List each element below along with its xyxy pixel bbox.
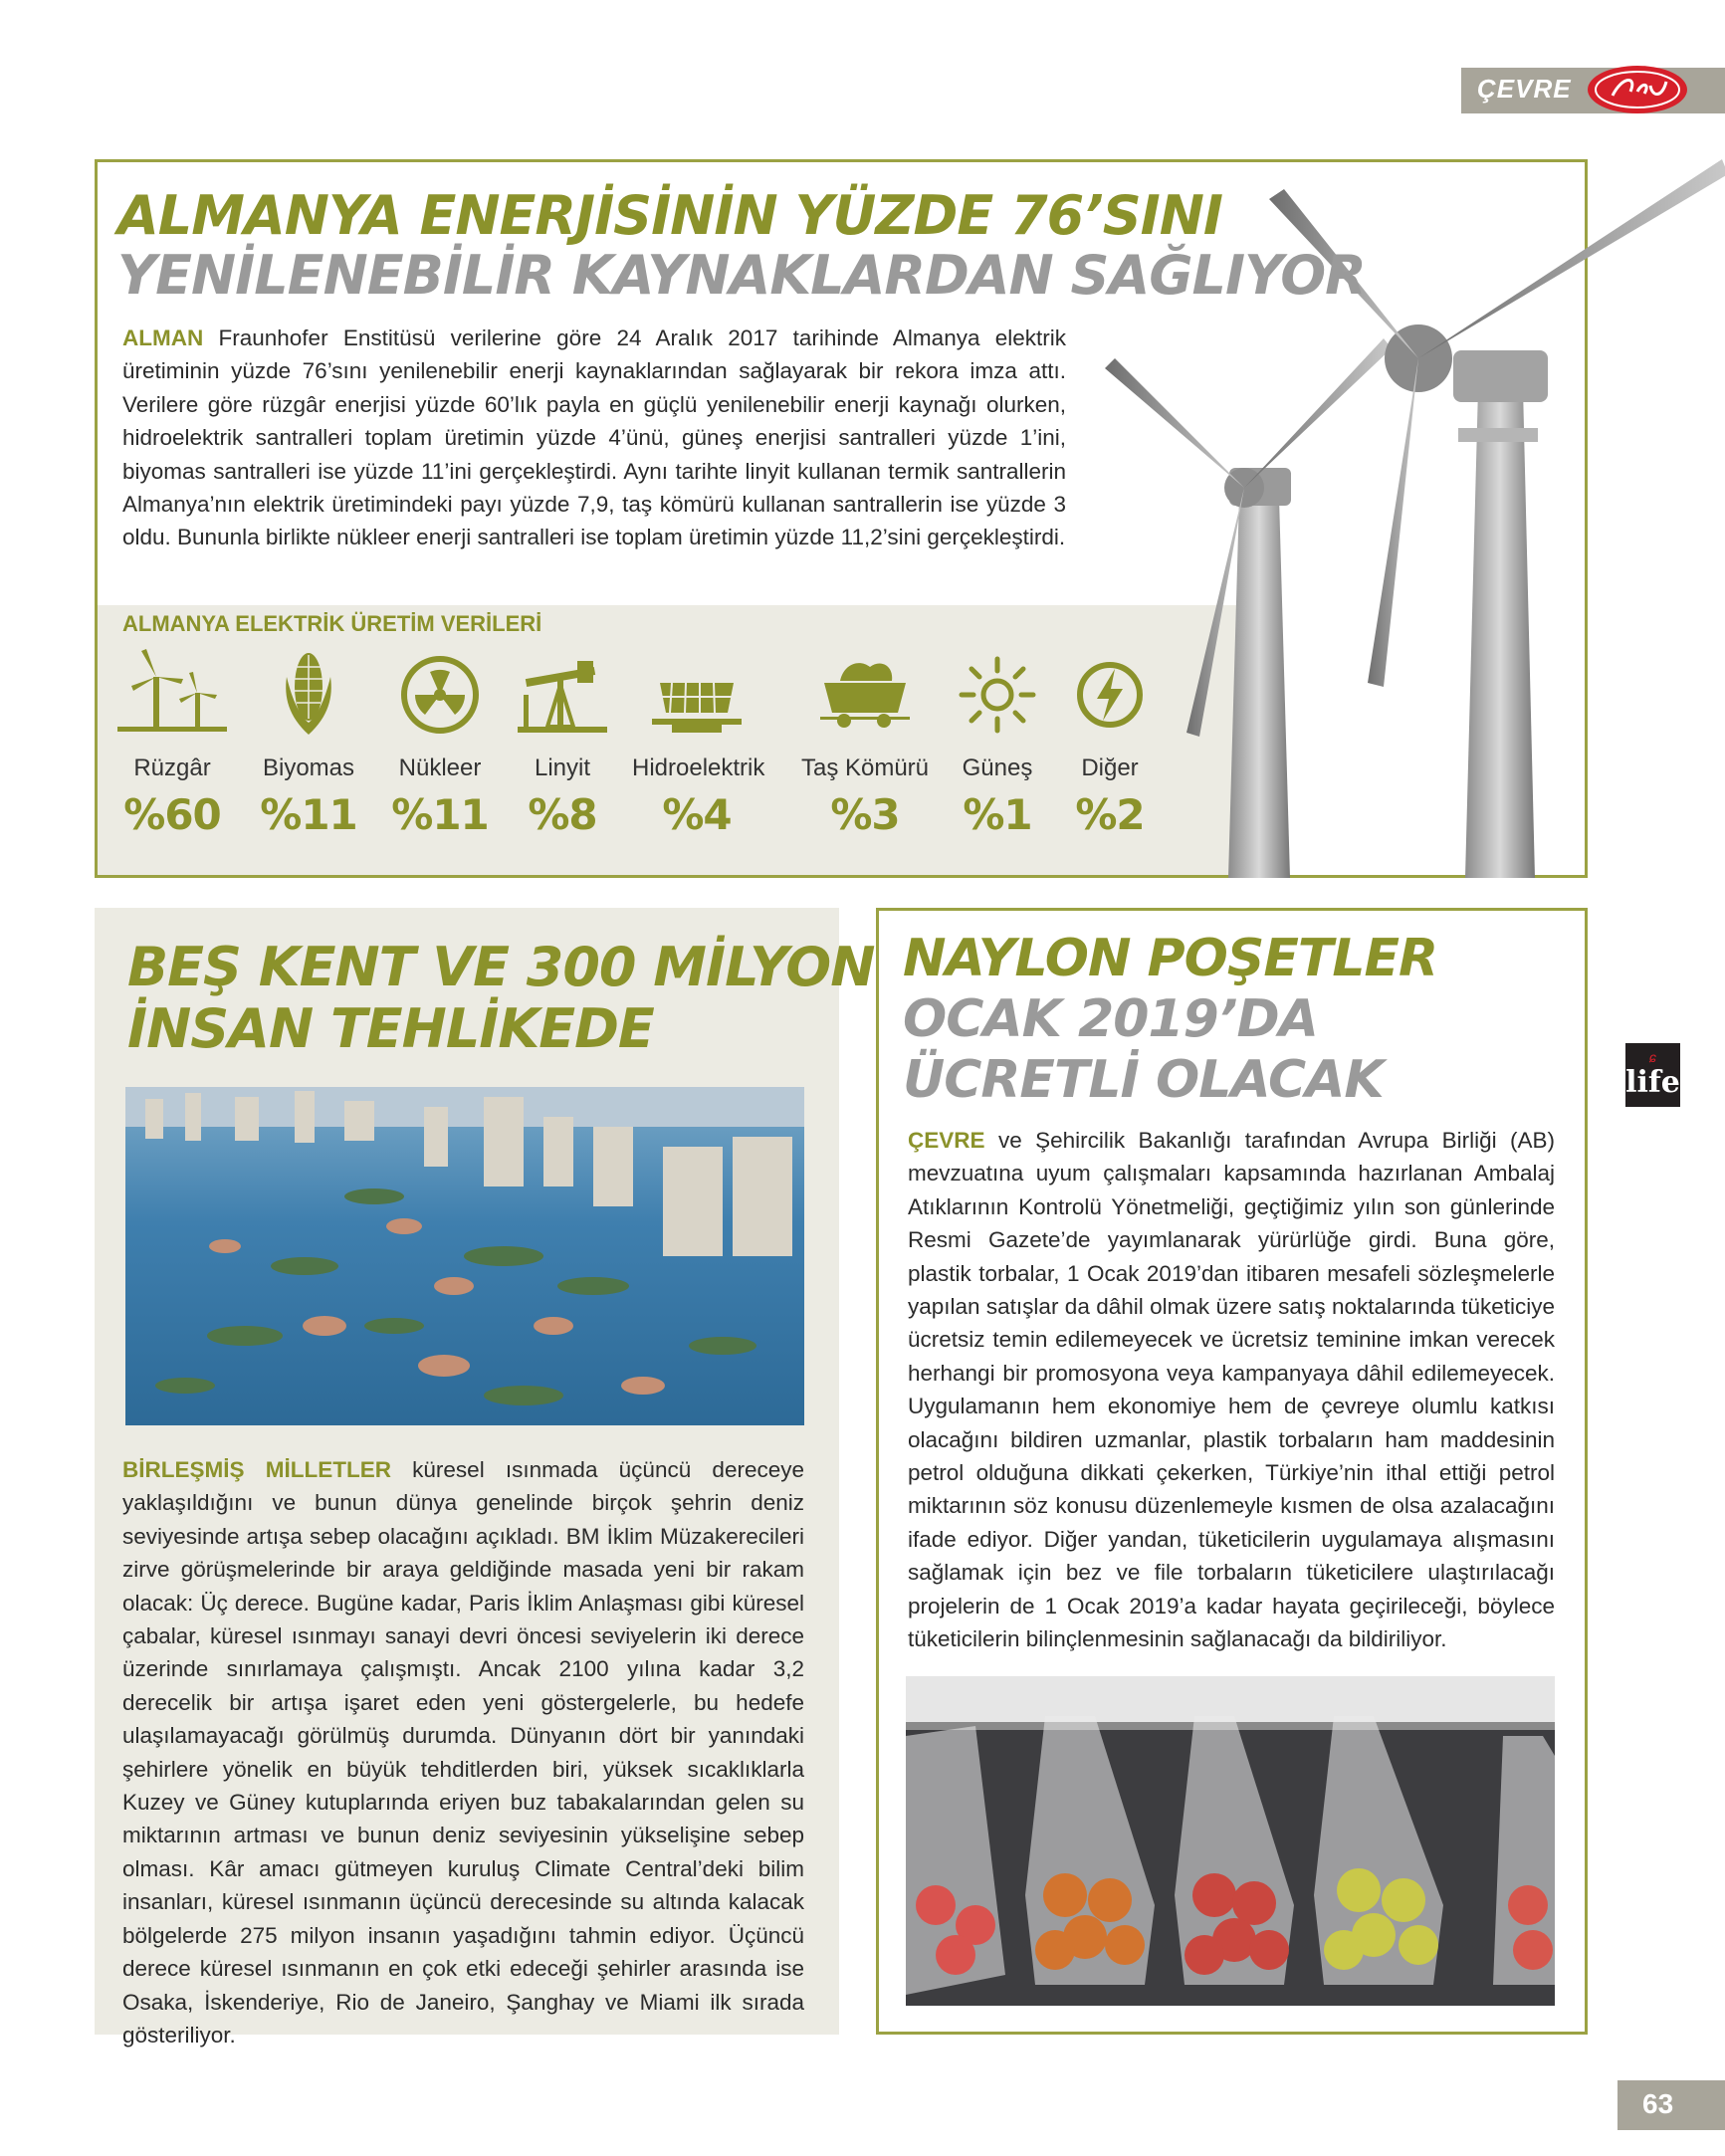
article3-title-line2: OCAK 2019’DA xyxy=(903,989,1318,1049)
stat-value: %60 xyxy=(123,790,221,839)
stat-value: %1 xyxy=(963,790,1032,839)
stat-label: Hidroelektrik xyxy=(632,755,765,781)
magazine-logo xyxy=(1583,62,1692,117)
stat-wind xyxy=(108,647,237,839)
article2-lead: BİRLEŞMİŞ MİLLETLER xyxy=(122,1457,391,1482)
stats-title: ALMANYA ELEKTRİK ÜRETİM VERİLERİ xyxy=(122,611,542,636)
wind-turbine-icon xyxy=(113,647,231,735)
article3-title-line1: NAYLON POŞETLER xyxy=(903,929,1438,988)
lightning-icon xyxy=(1075,655,1145,735)
stat-other xyxy=(1045,647,1175,839)
corn-icon xyxy=(279,647,338,735)
stat-label: Rüzgâr xyxy=(133,755,211,781)
article3-body xyxy=(908,1124,1555,1656)
page-number: 63 xyxy=(1642,2088,1674,2119)
article3-title-line3: ÜCRETLİ OLACAK xyxy=(903,1050,1384,1110)
article1-text: Fraunhofer Enstitüsü verilerine göre 24 Aralık 2017 tarihinde Almanya elektrik üretiminin yüzde 76’sını yenilenebilir enerji kaynaklarından sağlayarak bir rekora imza attı. Verilere göre rüzgâr enerjisi yüzde 60’lık payla en güçlü yenilenebilir enerji kaynağı olurken, hidroelektrik santralleri toplam üretimin yüzde 4’ünü, güneş enerjisi santralleri yüzde 1’ini, biyomas santralleri ise yüzde 11’ini gerçekleştirdi. Aynı tarihte linyit kullanan termik santrallerin Almanya’nın elektrik üretimindeki payı yüzde 7,9, taş kömürü kullanan santrallerin ise yüzde 3 oldu. Bununla birlikte nükleer enerji santralleri ise toplam üretimin yüzde 11,2’sini gerçekleştirdi. xyxy=(122,325,1066,550)
life-logo: ɕ life xyxy=(1625,1043,1680,1107)
stat-biomass xyxy=(244,647,373,839)
article3-lead: ÇEVRE xyxy=(908,1128,985,1153)
stat-label: Nükleer xyxy=(398,755,482,781)
stat-value: %2 xyxy=(1075,790,1145,839)
stat-value: %8 xyxy=(528,790,597,839)
nuclear-icon xyxy=(400,655,480,735)
article2-title-line1: BEŞ KENT VE 300 MİLYON xyxy=(127,936,875,998)
stat-value: %11 xyxy=(260,790,357,839)
stat-hydro xyxy=(632,647,765,839)
stat-label: Linyit xyxy=(534,755,591,781)
stat-value: %4 xyxy=(662,790,732,839)
article2-body xyxy=(122,1453,804,2051)
article1-lead: ALMAN xyxy=(122,325,204,350)
section-label: ÇEVRE xyxy=(1477,74,1572,104)
stat-label: Taş Kömürü xyxy=(800,755,930,781)
stat-label: Güneş xyxy=(962,755,1033,781)
life-logo-text: life xyxy=(1625,1065,1680,1100)
stat-value: %11 xyxy=(391,790,489,839)
stat-hard-coal xyxy=(800,647,930,839)
stat-label: Biyomas xyxy=(262,755,355,781)
stat-nuclear xyxy=(375,647,505,839)
article3-text: ve Şehircilik Bakanlığı tarafından Avrupa Birliği (AB) mevzuatına uyum çalışmaları kapsamında hazırlanan Ambalaj Atıklarının Kontrolü Yönetmeliği, geçtiğimiz yılın son günlerinde Resmi Gazete’de yayımlanarak yürürlüğe girdi. Buna göre, plastik torbalar, 1 Ocak 2019’dan itibaren mesafeli sözleşmelerle yapılan satışlar da dâhil olmak üzere satış noktalarında tüketiciye ücretsiz temin edilemeyecek ve ücretsiz teminine imkan verecek herhangi bir promosyona veya kampanyaya dâhil edilemeyecek. Uygulamanın hem ekonomiye hem de çevreye olumlu katkısı olacağını bildiren uzmanlar, plastik torbaların ham maddesinin petrol olduğuna dikkati çekerken, Türkiye’nin ithal ettiği petrol miktarının söz konusu düzenlemeyle kısmen de olsa azalacağını ifade ediyor. Diğer yandan, tüketicilerin uygulamaya alışmasını sağlamak için bez ve file torbaların tüketicilere ulaştırılacağı projelerin de 1 Ocak 2019’a kadar hayata geçirileceği, böylece tüketicilerin bilinçlenmesinin sağlanacağı da bildiriliyor. xyxy=(908,1128,1555,1652)
article1-body xyxy=(122,322,1066,554)
article2-title-line2: İNSAN TEHLİKEDE xyxy=(127,997,654,1060)
article1-title-line2: YENİLENEBİLİR KAYNAKLARDAN SAĞLIYOR xyxy=(117,244,1366,307)
stat-solar xyxy=(933,647,1062,839)
article2-text: küresel ısınmada üçüncü dereceye yaklaşıldığını ve bunun dünya genelinde birçok şehrin deniz seviyesinde artışa sebep olacağını açıkladı. BM İklim Müzakerecileri zirve görüşmelerinde bir araya geldiğinde masada yeni bir rakam olacak: Üç derece. Bugüne kadar, Paris İklim Anlaşması gibi küresel çabalar, küresel ısınmayı sanayi devri öncesi seviyelerin iki derece üzerinde sınırlamaya çalışmıştı. Ancak 2100 yılına kadar 3,2 derecelik bir artışa işaret eden yeni göstergelerle, bu hedefe ulaşılamayacağı görülmüş durumda. Dünyanın dört bir yanındaki şehirlere yönelik en büyük tehditlerden biri, yüksek sıcaklıklarla Kuzey ve Güney kutuplarında eriyen buz tabakalarından gelen su miktarının artması ve bunun deniz seviyesinin yükselişine sebep olması. Kâr amacı gütmeyen kuruluş Climate Central’deki bilim insanları, küresel ısınmanın üçüncü derecesinde su altında kalacak bölgelerde 275 milyon insanın yaşadığını tahmin ediyor. Üçüncü derece küresel ısınmanın en çok etki edeceği şehirler arasında ise Osaka, İskenderiye, Rio de Janeiro, Şanghay ve Miami ilk sırada gösteriliyor. xyxy=(122,1457,804,2048)
stat-value: %3 xyxy=(830,790,900,839)
oil-pump-icon xyxy=(518,655,607,735)
apple-bags-image xyxy=(906,1676,1555,2006)
sun-icon xyxy=(958,655,1037,735)
flooded-city-image xyxy=(125,1087,804,1425)
article1-title-line1: ALMANYA ENERJİSİNİN YÜZDE 76’SINI xyxy=(117,184,1222,247)
stat-label: Diğer xyxy=(1081,755,1139,781)
stat-lignite xyxy=(498,647,627,839)
dam-icon xyxy=(652,675,742,735)
coal-cart-icon xyxy=(820,655,910,735)
